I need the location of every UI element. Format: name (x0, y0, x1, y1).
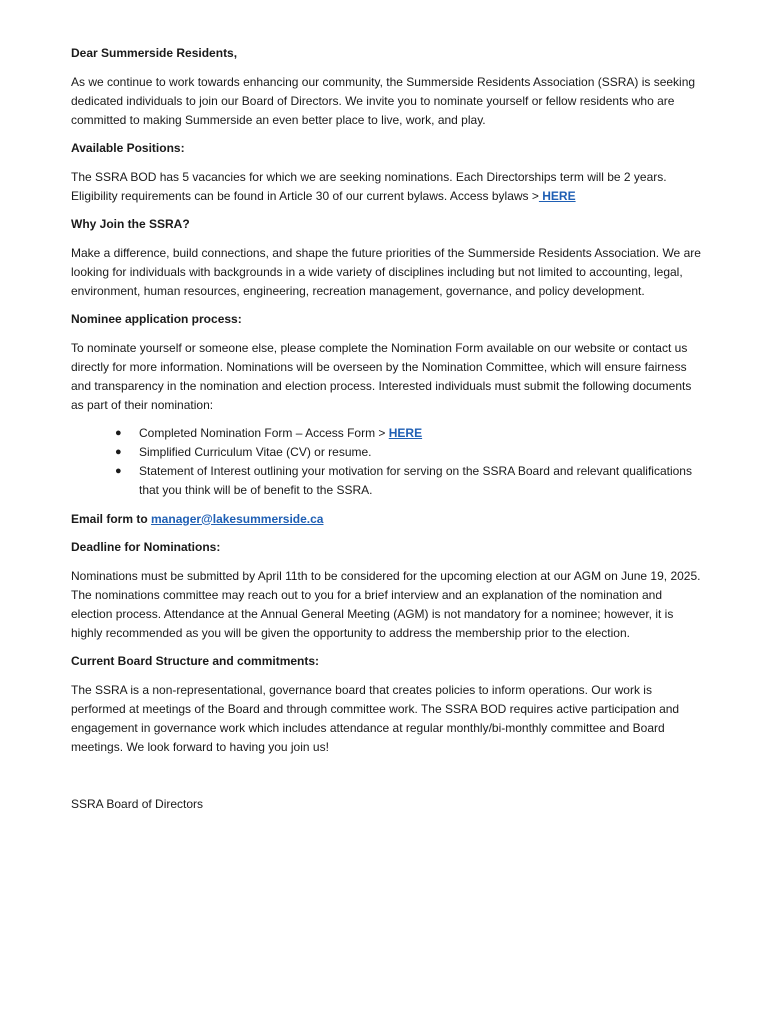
intro-paragraph: As we continue to work towards enhancing our community, the Summerside Residents Association (SSRA) is seeking dedicated individuals to join our Board of Directors. We invite you to nominate yourself or fellow residents who are committed to making Summerside an even better place to live, work, and play. (71, 74, 696, 127)
documents-list (71, 424, 701, 500)
list-item (115, 443, 701, 462)
bullet-icon: ● (115, 446, 122, 458)
structure-heading: Current Board Structure and commitments: (71, 654, 320, 668)
deadline-heading: Deadline for Nominations: (71, 540, 221, 554)
bylaws-link[interactable]: HERE (538, 188, 576, 203)
list-item (115, 424, 701, 443)
bullet-icon: ● (115, 465, 122, 477)
positions-paragraph (71, 168, 701, 206)
why-heading: Why Join the SSRA? (71, 217, 190, 231)
process-heading: Nominee application process: (71, 312, 242, 326)
list-item-text: Statement of Interest outlining your motivation for serving on the SSRA Board and relevant qualifications that you think will be of benefit to the SSRA. (139, 464, 692, 497)
list-item-text: Simplified Curriculum Vitae (CV) or resume. (139, 445, 372, 459)
structure-paragraph: The SSRA is a non-representational, governance board that creates policies to inform operations. Our work is performed at meetings of the Board and through committee work. The SSRA BOD requires active participation and engagement in governance work which includes attendance at regular monthly/bi-monthly committee and Board meetings. We look forward to having you join us! (71, 682, 680, 754)
signature: SSRA Board of Directors (71, 796, 204, 811)
letter (71, 44, 701, 823)
deadline-paragraph: Nominations must be submitted by April 11th to be considered for the upcoming election at our AGM on June 19, 2025. The nominations committee may reach out to you for a brief interview and an explanation of the nomination and election process. Attendance at the Annual General Meeting (AGM) is not mandatory for a nominee; however, it is highly recommended as you will be given the opportunity to address the membership prior to the election. (71, 568, 701, 640)
email-line (71, 510, 701, 529)
process-paragraph: To nominate yourself or someone else, please complete the Nomination Form available on our website or contact us directly for more information. Nominations will be overseen by the Nomination Committee, which will ensure fairness and transparency in the nomination and election process. Interested individuals must submit the following documents as part of their nomination: (71, 340, 692, 412)
email-label: Email form to (71, 511, 152, 526)
email-link[interactable]: manager@lakesummerside.ca (151, 511, 324, 526)
bullet-icon: ● (115, 427, 122, 439)
positions-text: The SSRA BOD has 5 vacancies for which we are seeking nominations. Each Directorships term will be 2 years. Eligibility requirements can be found in Article 30 of our current bylaws. Access bylaws > (71, 169, 667, 203)
list-item-text: Completed Nomination Form – Access Form > (139, 426, 389, 440)
positions-heading: Available Positions: (71, 141, 185, 155)
list-item (115, 462, 701, 500)
greeting: Dear Summerside Residents, (71, 46, 238, 60)
nomination-form-link[interactable]: HERE (388, 426, 423, 440)
why-paragraph: Make a difference, build connections, and shape the future priorities of the Summerside Residents Association. We are looking for individuals with backgrounds in a wide variety of disciplines including but not limited to accounting, legal, environment, human resources, engineering, recreation management, governance, and policy development. (71, 245, 701, 298)
